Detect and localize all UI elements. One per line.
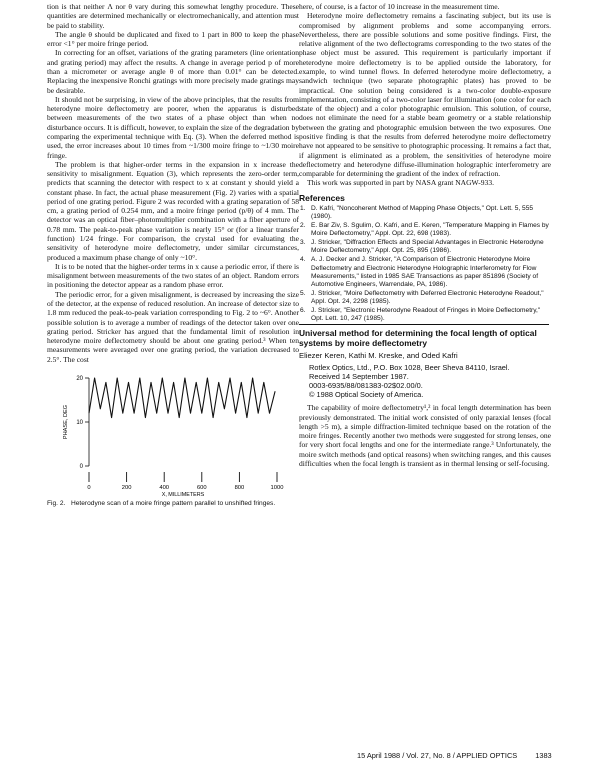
reference-item: 5. J. Stricker, "Moire Deflectometry with Deferred Electronic Heterodyne Readout," Appl. Opt. 24, 2298 (1985). [300,289,544,305]
x-tick-label: 800 [234,484,245,491]
left-paragraph-3: In correcting for an offset, variations of the grating parameters (line orientation and grating period) may affect the results. A change in average period p of more than a micrometer or average angle θ of more than 0.01° can be detected. Replacing the inexpensive Ronchi gratings with more precisely made gratings may be desirable. [47,48,299,95]
phase-series-line [89,378,275,418]
y-tick-label: 10 [76,420,83,427]
page-number: 1383 [535,751,552,760]
doi-line: 0003-6935/88/081383-02$02.00/0. [309,380,423,390]
right-paragraph-1: here, of course, is a factor of 10 increase in the measurement time. [299,2,500,11]
x-axis-label: X, MILLIMETERS [161,491,205,498]
left-paragraph-2: The angle θ should be duplicated and fixed to 1 part in 800 to keep the phase error <1° per moire fringe period. [47,29,299,49]
x-tick-label: 1000 [270,484,284,491]
article-title: Universal method for determining the focal length of optical systems by moire deflectometry [299,328,537,349]
y-axis-label: PHASE, DEG [63,404,69,440]
references-list [299,205,551,323]
right-paragraph-2: Heterodyne moire deflectometry remains a fascinating subject, but its use is compromised by alignment problems and some accompanying errors. Nevertheless, there are possible solutions and some positive findings. First, the relative alignment of the two deflectograms corresponding to the two states of the phase object must be assured. This requirement is particularly important if heterodyne moire deflectometry is to be applied outside the laboratory, for example, to wind tunnel flows. In deferred heterodyne moire deflectometry, a sandwich technique (two separate photographic plates) has proved to be impractical. One solution being considered is a two-color double-exposure implementation, consisting of a two-color laser for illumination (one color for each state of the object) and a color photographic emulsion. This solution, of course, does not eliminate the need for a stable beam geometry or a stable relationship between the grating and photographic emulsion between the two exposures. One positive finding is that the results from deferred heterodyne moire deflectometry have not appeared to be sensitive to photographic processing. It remains a fact that, if alignment is eliminated as a problem, the sensitivities of heterodyne moire deflectometry and heterodyne diffuse-illumination holographic interferometry are comparable for determining the gradient of the index of refraction. [299,11,551,179]
reference-item: 2. E. Bar Ziv, S. Sgulim, O. Kafri, and E. Keren, "Temperature Mapping in Flames by Moire Deflectometry," Appl. Opt. 22, 698 (1983). [300,222,549,238]
article-divider [299,324,549,325]
x-tick-label: 200 [121,484,132,491]
left-paragraph-5: The problem is that higher-order terms in the expansion in x increase the sensitivity to misalignment. Equation (3), which represents the zero-order term, predicts that scanning the detector with respect to x at constant y should yield a constant phase. In fact, the actual phase measurement (Fig. 2) varies with a spatial period of one grating period. Figure 2 was recorded with a grating separation of 58 cm, a grating period of 0.254 mm, and a moire fringe period (p/θ) of 4 mm. The detector was an optical fiber–photomultiplier combination with a fiber aperture of 0.78 mm. The peak-to-peak phase variation is nearly 15° or (for a linear transfer function) 1/24 fringe. For comparison, the crystal used for evaluating the sensitivity of heterodyne moire deflectometry, under similar circumstances, produced a maximum phase change of only ~10°. [47,159,299,262]
figure-caption-text: Heterodyne scan of a moire fringe pattern parallel to unshifted fringes. [71,500,276,508]
left-paragraph-4: It should not be surprising, in view of the above principles, that the results from heterodyne moire deflectometry are poorer, when the apparatus is disturbed between measurements of the two states of a phase object than when no disturbance occurs. It is difficult, however, to explain the size of the degradation by comparing the experimental technique with Eq. (3). When the deferred method is used, the error increases about 10 times from ~1/300 moire fringe to ~1/30 moire fringe. [47,94,299,160]
x-tick-label: 400 [159,484,170,491]
y-tick-label: 20 [76,376,83,383]
figure-label: Fig. 2. [47,500,66,508]
reference-item: 1. D. Kafri, "Noncoherent Method of Mapping Phase Objects," Opt. Lett. 5, 555 (1980). [300,204,534,220]
figure-caption [47,500,299,508]
acknowledgment: This work was supported in part by NASA grant NAGW-933. [307,178,494,188]
right-column [299,2,551,468]
left-paragraph-7: The periodic error, for a given misalignment, is decreased by increasing the size of the detector, at the expense of reduced resolution. An increase of detector size to 1.8 mm reduced the peak-to-peak variation corresponding to Fig. 2 to ~6°. Another possible solution is to average a number of readings of the detector taken over one grating period. Stricker has argued that the fundamental limit of resolution in heterodyne moire deflectometry should be about one grating period.³ When ten measurements were averaged over one grating period, the variation decreased to 2.5°. The cost [47,289,299,364]
left-column [47,2,299,516]
phase-scan-chart [47,370,299,498]
received-line: Received 14 September 1987. [309,371,409,381]
x-tick-label: 600 [196,484,207,491]
journal-info: 15 April 1988 / Vol. 27, No. 8 / APPLIED OPTICS [357,751,518,760]
reference-item: 3. J. Stricker, "Diffraction Effects and Special Advantages in Electronic Heterodyne Moire Deflectometry," Appl. Opt. 25, 895 (1986). [300,239,544,255]
left-paragraph-6: It is to be noted that the higher-order terms in x cause a periodic error, if there is misalignment between measurements of the two states of an object. Random errors in positioning the detector appear as a random phase error. [47,261,299,290]
left-paragraph-1: tion is that neither Λ nor θ vary during this somewhat lengthy procedure. These quantities are determined mechanically or electromechanically, and attention must be paid to stability. [47,2,299,30]
article-authors: Eliezer Keren, Kathi M. Kreske, and Oded Kafri [299,351,458,361]
reference-item: 4. A. J. Decker and J. Stricker, "A Comparison of Electronic Heterodyne Moire Deflectometry and Electronic Heterodyne Holographic Interferometry for Flow Measurements," listed in 1985 SAE Transactions as paper 851896 (Society of Automotive Engineers, Warrendale, PA, 1986). [300,256,539,288]
references-heading: References [299,192,345,203]
figure-2 [47,370,299,516]
affiliation-line: Rotlex Optics, Ltd., P.O. Box 1028, Beer Sheva 84110, Israel. [309,362,510,372]
copyright-line: © 1988 Optical Society of America. [309,390,424,400]
x-tick-label: 0 [87,484,91,491]
y-tick-label: 0 [79,464,83,471]
new-article-paragraph: The capability of moire deflectometry¹,² in focal length determination has been previously demonstrated. The initial work consisted of only paraxial lenses (focal length >5 m), a simple diffraction-limited technique based on the rotation of the moire fringes. Recently another two methods were suggested for strong lenses, one for very short focal lengths and one for the intermediate range.³ Unfortunately, the moire switch methods (and optical reasons) when switching ranges, and this causes difficulties when the focal length is transient as in thermal lensing or self-focusing. [299,403,551,468]
reference-item: 6. J. Stricker, "Electronic Heterodyne Readout of Fringes in Moire Deflectometry," Opt. Lett. 10, 247 (1985). [300,307,541,323]
article-affiliation [299,363,551,400]
page-footer [357,751,552,760]
